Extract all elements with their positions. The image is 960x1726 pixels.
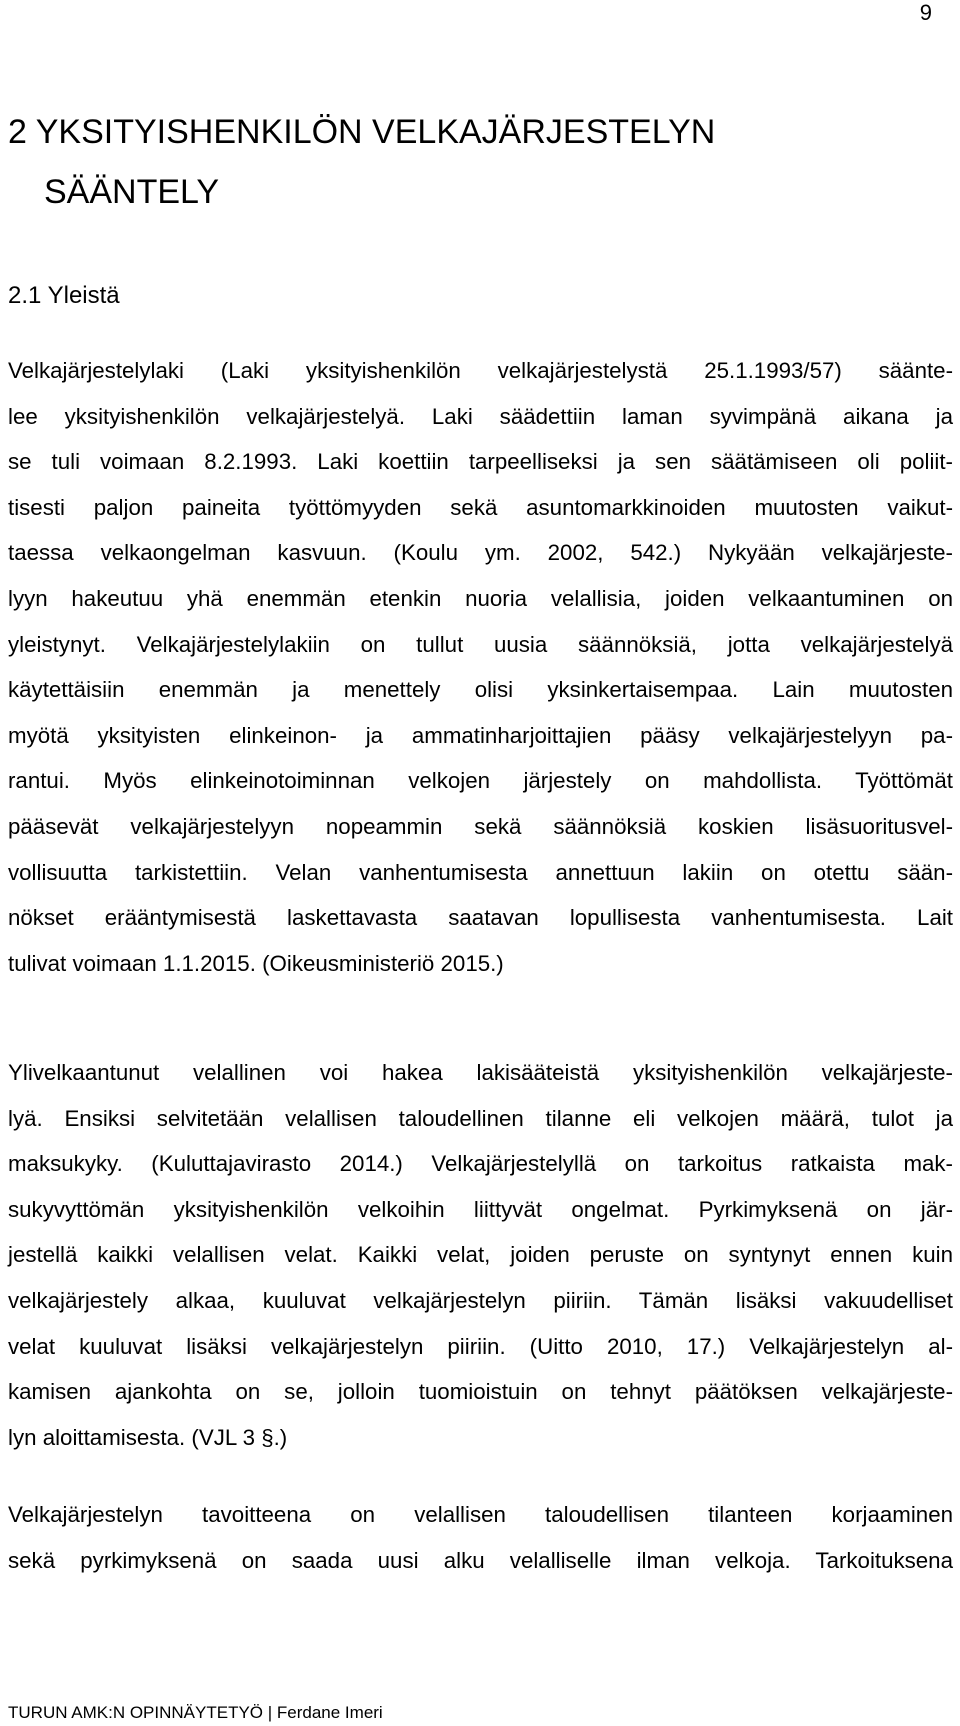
text-line: pääsevät velkajärjestelyyn nopeammin sekä säännöksiä koskien lisäsuoritusvel- — [8, 813, 953, 839]
paragraph-3 — [8, 1492, 953, 1583]
text-line: Velkajärjestelylaki (Laki yksityishenkilön velkajärjestelystä 25.1.1993/57) sääntе- — [8, 358, 953, 383]
text-line: Velkajärjestelyn tavoitteena on velallisen taloudellisen tilanteen korjaaminen — [8, 1502, 953, 1527]
text-line: nökset erääntymisestä laskettavasta saatavan lopullisesta vanhentumisesta. Lait — [8, 905, 953, 931]
section-heading: 2.1 Yleistä — [8, 282, 120, 309]
text-line: Ylivelkaantunut velallinen voi hakea lakisääteistä yksityishenkilön velkajärjeste- — [8, 1060, 953, 1085]
page-footer: TURUN AMK:N OPINNÄYTETYÖ | Ferdane Imeri — [8, 1703, 383, 1722]
text-line: lyä. Ensiksi selvitetään velallisen taloudellinen tilanne eli velkojen määrä, tulot ja — [8, 1105, 953, 1131]
page-number: 9 — [919, 0, 932, 25]
text-line: velkajärjestely alkaa, kuuluvat velkajärjestelyn piiriin. Tämän lisäksi vakuudelliset — [8, 1287, 953, 1313]
paragraph-2 — [8, 1050, 953, 1460]
chapter-heading-line-2: SÄÄNTELY — [44, 173, 220, 211]
text-line: velat kuuluvat lisäksi velkajärjestelyn piiriin. (Uitto 2010, 17.) Velkajärjestelyn al- — [8, 1333, 953, 1359]
text-line: se tuli voimaan 8.2.1993. Laki koettiin tarpeelliseksi ja sen säätämiseen oli poliit- — [8, 449, 953, 475]
text-line: lee yksityishenkilön velkajärjestelyä. Laki säädettiin laman syvimpänä aikana ja — [8, 403, 953, 429]
text-line: käytettäisiin enemmän ja menettely olisi yksinkertaisempaa. Lain muutosten — [8, 677, 953, 703]
text-line: myötä yksityisten elinkeinon- ja ammatinharjoittajien pääsy velkajärjestelyyn pa- — [8, 722, 953, 748]
chapter-heading-line-1: 2 YKSITYISHENKILÖN VELKAJÄRJESTELYN — [8, 113, 716, 151]
paragraph-1 — [8, 348, 953, 986]
text-line: tisesti paljon paineita työttömyyden sekä asuntomarkkinoiden muutosten vaikut- — [8, 494, 953, 520]
text-line: rantui. Myös elinkeinotoiminnan velkojen järjestely on mahdollista. Työttömät — [8, 768, 953, 794]
chapter-heading — [8, 102, 715, 222]
text-line: sekä pyrkimyksenä on saada uusi alku velalliselle ilman velkoja. Tarkoituksena — [8, 1547, 953, 1573]
text-line: tulivat voimaan 1.1.2015. (Oikeusministeriö 2015.) — [8, 950, 504, 976]
text-line: jestellä kaikki velallisen velat. Kaikki velat, joiden peruste on syntynyt ennen kuin — [8, 1242, 953, 1268]
text-line: kamisen ajankohta on se, jolloin tuomioistuin on tehnyt päätöksen velkajärjeste- — [8, 1379, 953, 1405]
text-line: lyyn hakeutuu yhä enemmän etenkin nuoria velallisia, joiden velkaantuminen on — [8, 585, 953, 611]
text-line: lyn aloittamisesta. (VJL 3 §.) — [8, 1424, 288, 1450]
text-line: sukyvyttömän yksityishenkilön velkoihin liittyvät ongelmat. Pyrkimyksenä on jär- — [8, 1196, 953, 1222]
text-line: vollisuutta tarkistettiin. Velan vanhentumisesta annettuun lakiin on otettu sään- — [8, 859, 953, 885]
text-line: yleistynyt. Velkajärjestelylakiin on tullut uusia säännöksiä, jotta velkajärjestelyä — [8, 631, 953, 657]
text-line: taessa velkaongelman kasvuun. (Koulu ym. 2002, 542.) Nykyään velkajärjeste- — [8, 540, 953, 566]
text-line: maksukyky. (Kuluttajavirasto 2014.) Velkajärjestelyllä on tarkoitus ratkaista mak- — [8, 1151, 953, 1177]
